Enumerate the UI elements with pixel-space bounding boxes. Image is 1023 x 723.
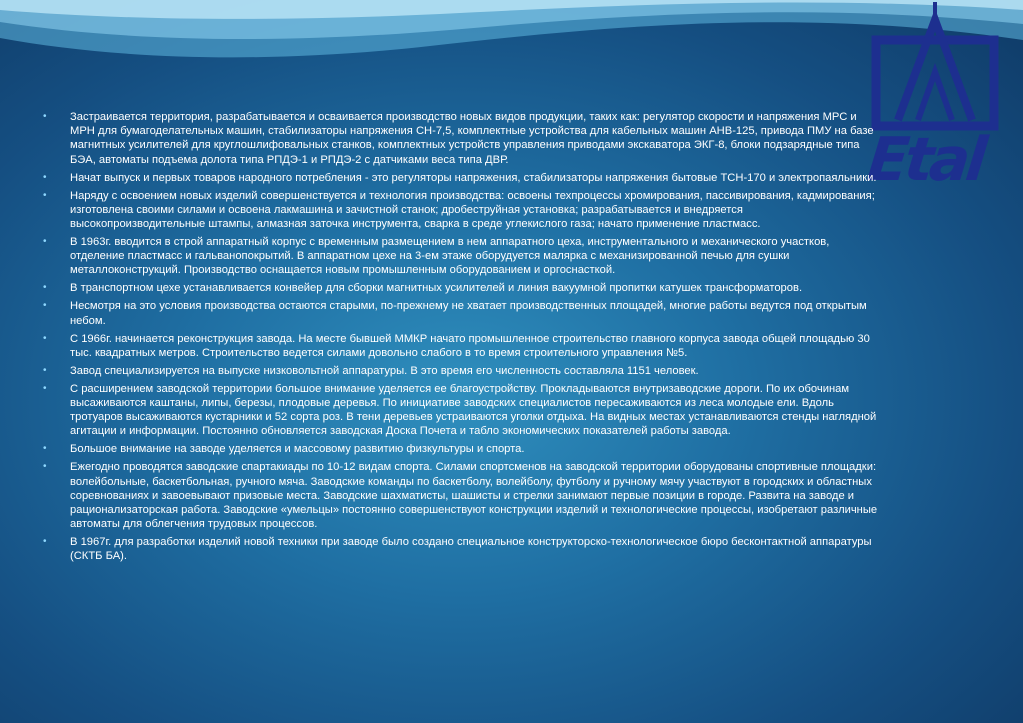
- bullet-item: [43, 382, 878, 439]
- bullet-dot-icon: •: [43, 364, 47, 376]
- bullet-item: [43, 281, 878, 295]
- bullet-item: [43, 535, 878, 563]
- bullet-item: [43, 442, 878, 456]
- bullet-text: В 1963г. вводится в строй аппаратный корпус с временным размещением в нем аппаратного цеха, инструментального и механического участков, отделение пластмасс и гальванопокрытий. В аппаратном цехе на 3-ем этаже оборудуется малярка с механизированной печью для сушки металлоконструкций. Производство оснащается новым промышленным оборудованием и оргоснасткой.: [70, 236, 830, 277]
- bullet-text: Большое внимание на заводе уделяется и массовому развитию физкультуры и спорта.: [70, 443, 525, 456]
- bullet-item: [43, 171, 878, 185]
- bullet-dot-icon: •: [43, 236, 47, 248]
- bullet-text: В 1967г. для разработки изделий новой техники при заводе было создано специальное конструкторско-технологическое бюро бесконтактной аппаратуры (СКТБ БА).: [70, 536, 872, 563]
- bullet-dot-icon: •: [43, 171, 47, 183]
- bullet-dot-icon: •: [43, 189, 47, 201]
- bullet-dot-icon: •: [43, 300, 47, 312]
- bullet-text: В транспортном цехе устанавливается конвейер для сборки магнитных усилителей и линия вакуумной пропитки катушек трансформаторов.: [70, 282, 803, 295]
- bullet-list: [43, 110, 878, 564]
- bullet-text: Застраивается территория, разрабатывается и осваивается производство новых видов продукции, таких как: регулятор скорости и напряжения МРС и МРН для бумагоделательных машин, стабилизаторы напряжения СН-7,5, комплектные устройства для кабельных машин АНВ-125, привода ПМУ на базе магнитных усилителей для круглошлифовальных станков, комплектных устройств управления приводами экскаватора ЭКГ-8, блоки подзарядные типа БЭА, автоматы подъема долота типа РПДЭ-1 и РПДЭ-2 с датчиками веса типа ДВР.: [70, 111, 874, 166]
- bullet-dot-icon: •: [43, 111, 47, 122]
- bullet-text: Несмотря на это условия производства остаются старыми, по-прежнему не хватает производственных площадей, многие работы ведутся под открытым небом.: [70, 300, 867, 327]
- bullet-text: Ежегодно проводятся заводские спартакиады по 10-12 видам спорта. Силами спортсменов на заводской территории оборудованы спортивные площадки: волейбольные, баскетбольная, ручного мяча. Заводские команды по баскетболу, волейболу, футболу и ручному мячу участвуют в городских и областных соревнованиях и завоевывают призовые места. Заводские шахматисты, шашисты и стрелки занимают первые позиции в городе. Развита на заводе и рационализаторская работа. Заводские «умельцы» постоянно совершенствуют конструкции изделий и технологические процессы, изобретают различные автоматы для облегчения трудовых процессов.: [70, 461, 878, 531]
- bullet-item: [43, 110, 878, 167]
- bullet-dot-icon: •: [43, 282, 47, 294]
- bullet-dot-icon: •: [43, 443, 47, 455]
- bullet-dot-icon: •: [43, 461, 47, 473]
- bullet-item: [43, 332, 878, 360]
- bullet-dot-icon: •: [43, 382, 47, 394]
- bullet-dot-icon: •: [43, 536, 47, 548]
- bullet-text: Завод специализируется на выпуске низковольтной аппаратуры. В это время его численность составляла 1151 человек.: [70, 364, 699, 377]
- bullet-item: [43, 460, 878, 531]
- bullet-item: [43, 189, 878, 232]
- bullet-item: [43, 235, 878, 278]
- bullet-text: Начат выпуск и первых товаров народного потребления - это регуляторы напряжения, стабилизаторы напряжения бытовые ТСН-170 и электропаяльники.: [70, 171, 877, 184]
- bullet-text: С расширением заводской территории большое внимание уделяется ее благоустройству. Прокладываются внутризаводские дороги. По их обочинам высаживаются каштаны, липы, березы, плодовые деревья. По инициативе заводских специалистов пересаживаются из леса молодые ели. Вдоль тротуаров высаживаются кустарники и 52 сорта роз. В тени деревьев устраиваются уголки отдыха. На видных местах устанавливаются стенды наглядной агитации и информации. Постоянно обновляется заводская Доска Почета и табло экономических показателей работы завода.: [70, 382, 877, 438]
- bullet-text: С 1966г. начинается реконструкция завода. На месте бывшей ММКР начато промышленное строительство главного корпуса завода общей площадью 30 тыс. квадратных метров. Строительство ведется силами довольно слабого в то время строительного управления №5.: [70, 332, 870, 359]
- bullet-item: [43, 299, 878, 327]
- slide-content: [43, 110, 878, 567]
- bullet-dot-icon: •: [43, 332, 47, 344]
- bullet-item: [43, 364, 878, 378]
- bullet-text: Наряду с освоением новых изделий совершенствуется и технология производства: освоены техпроцессы хромирования, пассивирования, кадмирования; изготовлена своими силами и освоена лакмашина и зачистной станок; дробеструйная установка; разрабатывается и внедряется высокопроизводительные штампы, алмазная заточка инструмента, сварка в среде углекислого газа; начато применение пластмасс.: [70, 189, 875, 231]
- logo-wordmark: Etal: [864, 125, 987, 195]
